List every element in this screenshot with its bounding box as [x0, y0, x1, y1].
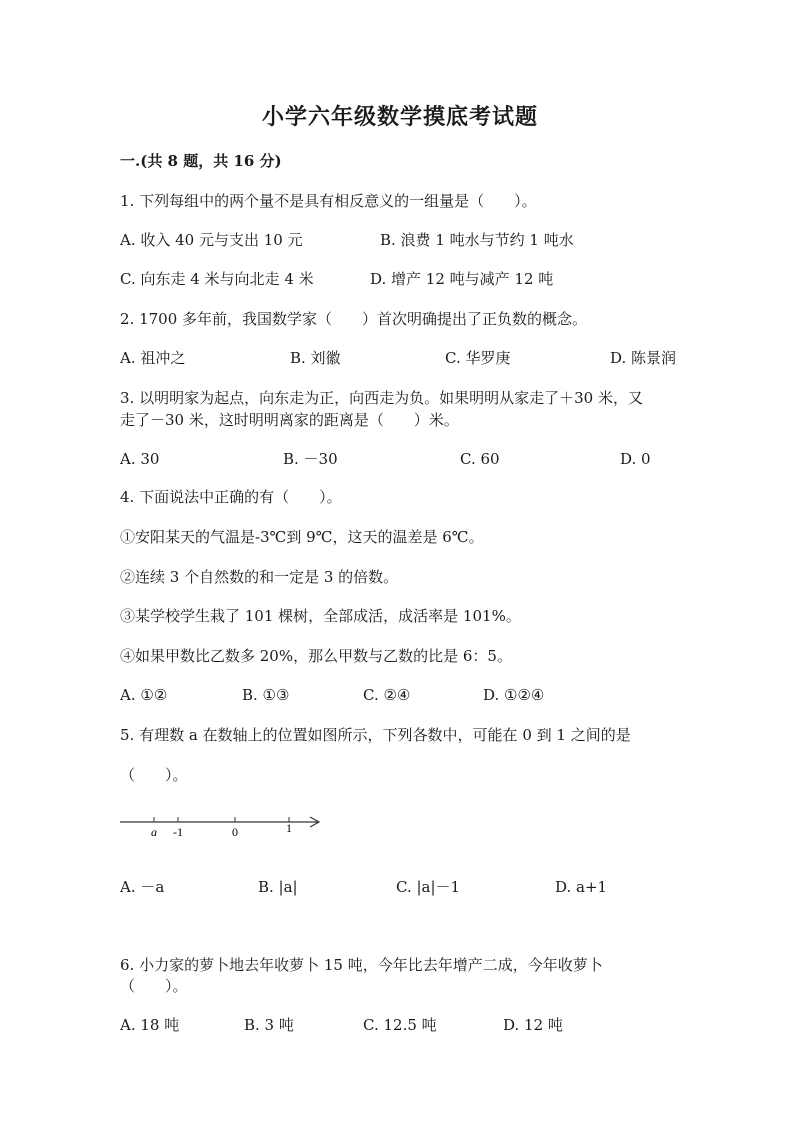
q4-statement-2: ②连续 3 个自然数的和一定是 3 的倍数。	[120, 568, 399, 586]
q6-stem-line2: （ ）。	[120, 977, 188, 995]
q1-option-b: B. 浪费 1 吨水与节约 1 吨水	[380, 231, 574, 249]
q6-stem-line1: 6. 小力家的萝卜地去年收萝卜 15 吨，今年比去年增产二成，今年收萝卜	[120, 956, 603, 974]
q4-option-b: B. ①③	[242, 686, 290, 704]
q2-option-c: C. 华罗庚	[445, 349, 511, 367]
q5-option-d: D. a+1	[555, 878, 608, 896]
section-heading: 一.(共 8 题，共 16 分)	[120, 152, 282, 170]
q1-stem: 1. 下列每组中的两个量不是具有相反意义的一组量是（ ）。	[120, 192, 537, 210]
q6-option-c: C. 12.5 吨	[363, 1016, 437, 1034]
q6-option-d: D. 12 吨	[503, 1016, 563, 1034]
q2-option-d: D. 陈景润	[610, 349, 677, 367]
q5-option-a: A. －a	[120, 878, 165, 896]
number-line-figure	[118, 808, 328, 844]
q6-option-b: B. 3 吨	[244, 1016, 294, 1034]
q5-stem-line2: （ ）。	[120, 766, 188, 784]
q4-statement-1: ①安阳某天的气温是-3℃到 9℃，这天的温差是 6℃。	[120, 528, 484, 546]
q3-option-b: B. －30	[283, 450, 338, 468]
q2-stem: 2. 1700 多年前，我国数学家（ ）首次明确提出了正负数的概念。	[120, 310, 588, 328]
q5-stem-line1: 5. 有理数 a 在数轴上的位置如图所示，下列各数中，可能在 0 到 1 之间的是	[120, 726, 631, 744]
q1-option-a: A. 收入 40 元与支出 10 元	[120, 231, 303, 249]
q3-option-c: C. 60	[460, 450, 500, 468]
q1-option-d: D. 增产 12 吨与减产 12 吨	[370, 270, 554, 288]
q3-stem-line1: 3. 以明明家为起点，向东走为正，向西走为负。如果明明从家走了＋30 米，又	[120, 389, 643, 407]
q4-statement-4: ④如果甲数比乙数多 20%，那么甲数与乙数的比是 6：5。	[120, 647, 512, 665]
q1-option-c: C. 向东走 4 米与向北走 4 米	[120, 270, 314, 288]
page-title: 小学六年级数学摸底考试题	[261, 104, 538, 130]
q5-option-c: C. |a|－1	[396, 878, 461, 896]
q2-option-a: A. 祖冲之	[120, 349, 186, 367]
q3-option-a: A. 30	[120, 450, 160, 468]
label-0: 0	[232, 825, 238, 839]
q4-statement-3: ③某学校学生栽了 101 棵树，全部成活，成活率是 101%。	[120, 607, 521, 625]
label-a: a	[151, 825, 157, 839]
q4-option-c: C. ②④	[363, 686, 411, 704]
q3-option-d: D. 0	[620, 450, 651, 468]
q4-stem: 4. 下面说法中正确的有（ ）。	[120, 488, 342, 506]
label-1: 1	[286, 821, 292, 835]
q4-option-d: D. ①②④	[483, 686, 545, 704]
q3-stem-line2: 走了－30 米，这时明明离家的距离是（ ）米。	[120, 411, 459, 429]
q5-option-b: B. |a|	[258, 878, 298, 896]
q4-option-a: A. ①②	[120, 686, 168, 704]
q6-option-a: A. 18 吨	[120, 1016, 180, 1034]
label-neg1: -1	[173, 825, 183, 839]
q2-option-b: B. 刘徽	[290, 349, 341, 367]
